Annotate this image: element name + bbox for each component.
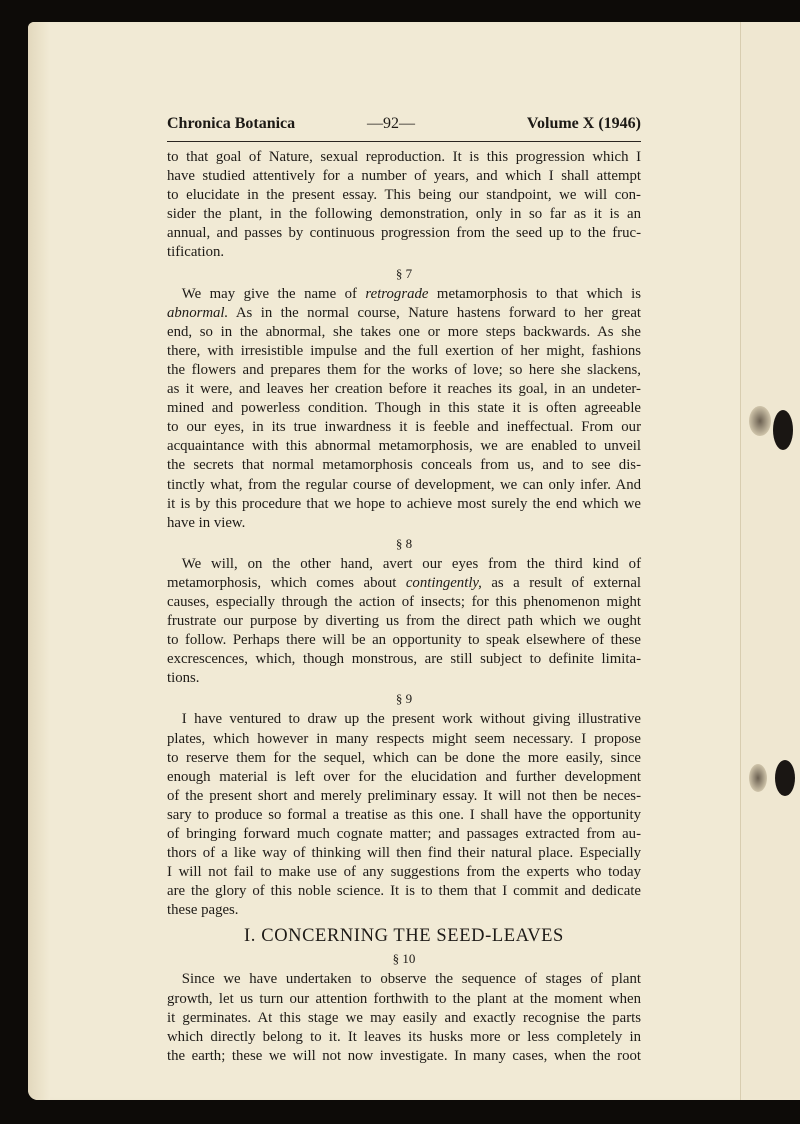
text-line: to elucidate in the present essay. This being our standpoint, we will con-: [167, 187, 641, 204]
text-line: of bringing forward much cognate matter; and passages extracted from au-: [167, 826, 641, 842]
text-line: the secrets that normal metamorphosis conceals from us, and to see dis-: [167, 457, 641, 474]
text-line: tinctly what, from the regular course of development, we can only infer. And: [167, 476, 641, 493]
text-line: growth, let us turn our attention forthwith to the plant at the moment when: [167, 990, 641, 1007]
journal-title: Chronica Botanica: [167, 115, 296, 132]
text-line: I will not fail to make use of any suggestions from the experts who today: [167, 864, 641, 881]
text-line: metamorphosis, which comes about contingently, as a result of external: [167, 574, 642, 591]
text-line: these pages.: [167, 902, 239, 919]
volume-label: Volume X (1946): [526, 115, 641, 132]
text-line: frustrate our purpose by diverting us from the direct path which we ought: [167, 613, 641, 630]
ink-bleed-mark: [775, 760, 795, 796]
text-line: thors of a like way of thinking will then find their natural place. Especially: [167, 845, 641, 862]
text-line: to follow. Perhaps there will be an opportunity to speak elsewhere of these: [167, 632, 641, 649]
text-line: abnormal. As in the normal course, Nature hastens forward to her great: [167, 304, 641, 321]
text-line: sider the plant, in the following demonstration, only in so far as it is an: [167, 206, 641, 223]
section-marker: § 8: [395, 535, 413, 551]
text-line: sary to produce so formal a treatise as this one. I shall have the opportunity: [167, 806, 641, 823]
text-line: it is by this procedure that we hope to achieve most surely the end which we: [167, 495, 641, 512]
text-line: annual, and passes by continuous progression from the seed up to the fruc-: [167, 225, 641, 242]
text-line: enough material is left over for the elucidation and further development: [167, 768, 641, 785]
text-line: end, so in the abnormal, she takes one or more steps backwards. As she: [167, 323, 641, 340]
text-line: to that goal of Nature, sexual reproduction. It is this progression which I: [167, 149, 641, 165]
text-line: mined and powerless condition. Though in this state it is often agreeable: [167, 400, 641, 417]
text-line: to our eyes, in its true inwardness it is feeble and ineffectual. From our: [167, 419, 641, 436]
text-line: of the present short and merely preliminary essay. It will not then be neces-: [167, 787, 641, 804]
text-line: are the glory of this noble science. It is to them that I commit and dedicate: [167, 883, 641, 900]
facing-page-edge: [740, 22, 800, 1100]
text-line: tification.: [167, 244, 225, 261]
text-line: which directly belong to it. It leaves its husks more or less completely in: [167, 1028, 641, 1045]
ink-bleed-mark: [749, 764, 767, 792]
text-line: We may give the name of retrograde metamorphosis to that which is: [181, 285, 641, 302]
text-line: as it were, and leaves her creation before it reaches its goal, in an undeter-: [167, 381, 641, 398]
text-line: the earth; these we will not now investigate. In many cases, when the root: [167, 1047, 641, 1064]
text-line: have in view.: [167, 514, 246, 531]
ink-bleed-mark: [749, 406, 771, 436]
text-line: to reserve them for the sequel, which can be done the more easily, since: [167, 749, 641, 766]
emphasis-text: contingently,: [405, 574, 482, 591]
text-line: tions.: [167, 670, 200, 687]
text-line: there, with irresistible impulse and the full exertion of her might, fashions: [167, 342, 641, 359]
text-line: We will, on the other hand, avert our eyes from the third kind of: [181, 555, 641, 572]
text-line: it germinates. At this stage we may easily and exactly recognise the parts: [167, 1009, 641, 1026]
text-line: plates, which however in many respects might seem necessary. I propose: [167, 730, 641, 747]
text-line: acquaintance with this abnormal metamorphosis, we are enabled to unveil: [167, 438, 641, 455]
text-line: causes, especially through the action of insects; for this phenomenon might: [167, 593, 641, 610]
emphasis-text: retrograde: [365, 285, 429, 302]
text-line: have studied attentively for a number of years, and which I shall attempt: [167, 168, 641, 185]
text-line: excrescences, which, though monstrous, are still subject to definite limita-: [167, 651, 641, 668]
page-number: —92—: [367, 115, 415, 132]
section-marker: § 10: [392, 951, 416, 967]
body-text: [167, 148, 641, 1066]
text-line: the flowers and prepares them for the works of love; so here she slackens,: [167, 361, 641, 378]
running-header: [167, 115, 641, 142]
text-line: Since we have undertaken to observe the sequence of stages of plant: [181, 971, 641, 988]
book-spine-shadow: [28, 22, 50, 1100]
chapter-heading: I. CONCERNING THE SEED-LEAVES: [244, 926, 564, 947]
ink-bleed-mark: [773, 410, 793, 450]
section-marker: § 9: [395, 691, 413, 707]
text-line: I have ventured to draw up the present work without giving illustrative: [181, 711, 641, 728]
section-marker: § 7: [395, 265, 413, 281]
emphasis-text: abnormal.: [167, 304, 229, 321]
